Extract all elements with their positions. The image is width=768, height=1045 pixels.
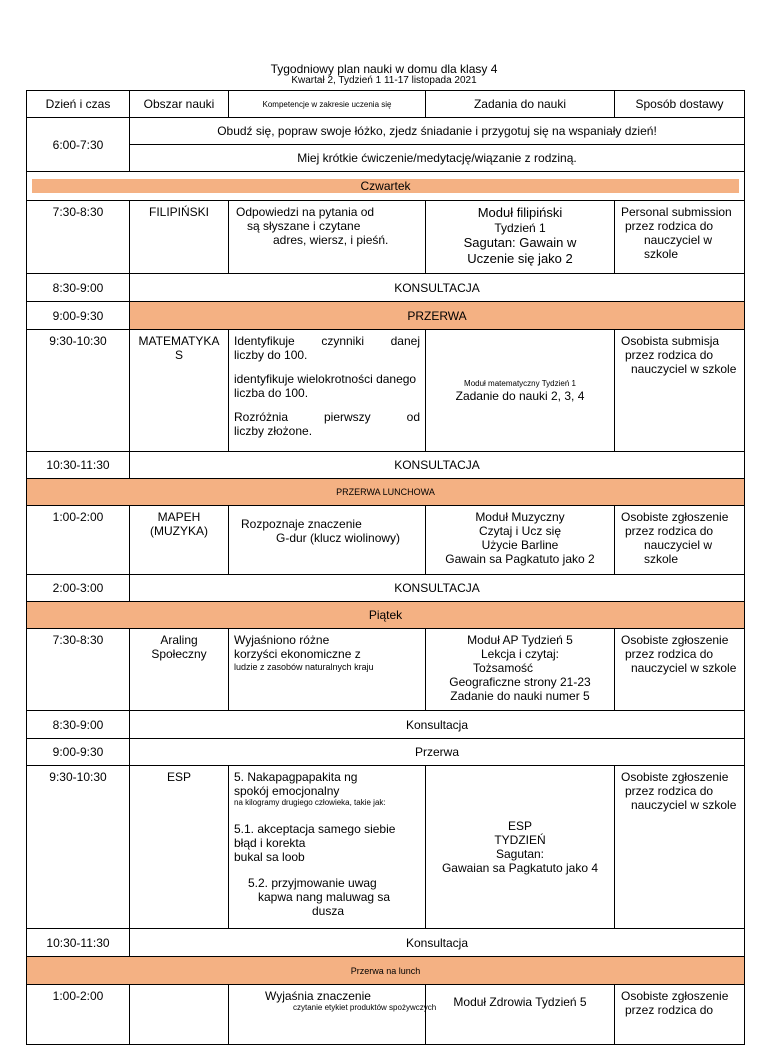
delivery-text: przez rodzica do [625,647,714,661]
competency-text: liczba do 100. [234,386,309,400]
header-tasks: Zadania do nauki [426,91,615,118]
task-text: Moduł filipiński [477,205,563,220]
delivery-text: Osobista submisja [621,334,720,348]
task-text: ESP [507,819,532,833]
time-cell: 8:30-9:00 [27,711,130,739]
morning-routine-2: Miej krótkie ćwiczenie/medytację/wiązanie z rodziną. [130,145,745,172]
delivery-text: nauczyciel w szkole [631,661,737,675]
table-row [27,985,745,1045]
competency-text: na kilogramy drugiego człowieka, takie jak: [234,798,386,807]
time-cell: 9:30-10:30 [27,330,130,452]
task-text: TYDZIEŃ [494,833,546,847]
delivery-text: przez rodzica do [625,1003,714,1017]
time-cell: 10:30-11:30 [27,929,130,957]
task-text: Moduł Muzyczny [475,510,565,524]
table-row [27,330,745,452]
task-cell [426,629,615,711]
task-text: Użycie Barline [481,538,559,552]
competency-text: bukal sa loob [234,850,305,864]
area-text: MAPEH [157,510,201,524]
table-row [27,274,745,302]
competency-text: błąd i korekta [234,836,306,850]
task-cell [426,201,615,274]
delivery-cell [615,629,745,711]
table-row [27,711,745,739]
day-label: Czwartek [32,179,739,193]
competency-text: Wyjaśniono różne [234,633,330,647]
table-row [27,575,745,602]
competency-cell [229,506,426,575]
competency-cell [229,985,437,1045]
break-cell: Przerwa [130,739,745,766]
competency-text: są słyszane i czytane [247,219,361,233]
day-header-friday: Piątek [27,602,745,629]
delivery-text: Osobiste zgłoszenie [621,770,729,784]
competency-text: dusza [312,904,345,918]
task-cell [426,985,615,1045]
competency-cell [229,629,426,711]
competency-text: liczby do 100. [234,348,308,362]
lunch-break-cell [27,479,745,506]
task-text: Gawain sa Pagkatuto jako 2 [445,552,595,566]
competency-text: G-dur (klucz wiolinowy) [276,531,401,545]
task-text: Zadanie do nauki numer 5 [450,689,590,703]
header-row [27,91,745,118]
consultation-cell: KONSULTACJA [130,575,745,602]
consultation-cell: KONSULTACJA [130,452,745,479]
table-row [27,739,745,766]
competency-cell [229,766,426,929]
header-area: Obszar nauki [130,91,229,118]
area-cell [130,506,229,575]
task-text: Zadanie do nauki 2, 3, 4 [455,388,585,403]
delivery-text: przez rodzica do [625,348,714,362]
area-cell: FILIPIŃSKI [130,201,229,274]
lesson-plan-table [26,90,745,1045]
task-text: Moduł Zdrowia Tydzień 5 [453,995,587,1009]
time-cell: 6:00-7:30 [27,118,130,172]
table-row [27,957,745,985]
consultation-cell: Konsultacja [130,711,745,739]
table-row [27,452,745,479]
area-text: Społeczny [151,647,207,661]
lunch-label: PRZERWA LUNCHOWA [336,487,435,497]
delivery-cell [615,330,745,452]
time-cell: 1:00-2:00 [27,985,130,1045]
competency-text: spokój emocjonalny [234,784,340,798]
time-cell: 9:30-10:30 [27,766,130,929]
competency-text: Odpowiedzi na pytania od [236,205,375,219]
delivery-text: przez rodzica do [625,219,714,233]
time-cell: 7:30-8:30 [27,629,130,711]
delivery-text: przez rodzica do [625,524,714,538]
table-row [27,766,745,929]
task-text: Tydzień 1 [494,221,546,235]
task-cell [426,766,615,929]
competency-text: kapwa nang maluwag sa [258,890,391,904]
task-text: Tożsamość [472,661,534,675]
delivery-text: Osobiste zgłoszenie [621,989,729,1003]
delivery-text: przez rodzica do [625,784,714,798]
task-cell [426,506,615,575]
competency-text: 5.1. akceptacja samego siebie [234,822,396,836]
competency-cell [229,201,426,274]
competency-text: 5.2. przyjmowanie uwag [248,876,377,890]
task-text: Geograficzne strony 21-23 [449,675,591,689]
area-cell [130,985,229,1045]
header-competencies: Kompetencje w zakresie uczenia się [229,91,426,118]
time-cell: 8:30-9:00 [27,274,130,302]
task-text: Moduł matematyczny Tydzień 1 [464,378,576,388]
table-row [27,479,745,506]
table-row [27,201,745,274]
competency-text: Rozpoznaje znaczenie [241,517,362,531]
competency-text: korzyści ekonomiczne z [234,647,361,661]
delivery-cell [615,506,745,575]
consultation-cell: KONSULTACJA [130,274,745,302]
delivery-cell [615,766,745,929]
delivery-text: Osobiste zgłoszenie [621,510,729,524]
break-cell: PRZERWA [130,302,745,330]
competency-text: ludzie z zasobów naturalnych kraju [234,662,374,672]
lunch-break-cell [27,957,745,985]
page-title: Tygodniowy plan nauki w domu dla klasy 4 [270,62,498,76]
delivery-cell [615,201,745,274]
day-row [27,602,745,629]
task-text: Lekcja i czytaj: [480,647,560,661]
page-subtitle: Kwartał 2, Tydzień 1 11-17 listopada 2021 [291,75,477,86]
task-text: Gawaian sa Pagkatuto jako 4 [441,861,599,875]
task-text: Czytaj i Ucz się [478,524,561,538]
time-cell: 9:00-9:30 [27,302,130,330]
delivery-text: Osobiste zgłoszenie [621,633,729,647]
task-text: Uczenie się jako 2 [467,251,573,266]
competency-text: identyfikuje wielokrotności danego [234,372,417,386]
time-cell: 7:30-8:30 [27,201,130,274]
delivery-cell [615,985,745,1045]
task-text: Moduł AP Tydzień 5 [467,633,573,647]
table-row [27,145,745,172]
area-text: (MUZYKA) [150,524,208,538]
competency-text: Rozróżnia pierwszy od [234,410,420,424]
competency-cell [229,330,426,452]
competency-text: 5. Nakapagpapakita ng [234,770,358,784]
area-cell: ESP [130,766,229,929]
table-row [27,629,745,711]
table-row [27,118,745,145]
task-text: Sagutan: [495,847,545,861]
morning-routine-1: Obudź się, popraw swoje łóżko, zjedz śniadanie i przygotuj się na wspaniały dzień! [130,118,745,145]
delivery-text: nauczyciel w szkole [644,233,713,261]
delivery-text: nauczyciel w szkole [631,362,737,376]
competency-text: liczby złożone. [234,424,313,438]
time-cell: 10:30-11:30 [27,452,130,479]
competency-text: adres, wiersz, i pieśń. [273,233,389,247]
table-row [27,302,745,330]
task-cell [426,330,615,452]
header-delivery: Sposób dostawy [615,91,745,118]
consultation-cell: Konsultacja [130,929,745,957]
table-row [27,506,745,575]
delivery-text: nauczyciel w szkole [631,798,737,812]
table-row [27,929,745,957]
time-cell: 2:00-3:00 [27,575,130,602]
area-cell: MATEMATYKA S [130,330,229,452]
lunch-label: Przerwa na lunch [350,965,421,976]
time-cell: 1:00-2:00 [27,506,130,575]
competency-text: Wyjaśnia znaczenie [265,989,371,1003]
day-row [27,172,745,201]
competency-text: czytanie etykiet produktów spożywczych [293,1003,437,1012]
day-header-thursday [27,172,745,201]
task-text: Sagutan: Gawain w [463,235,577,250]
delivery-text: Personal submission [621,205,732,219]
time-cell: 9:00-9:30 [27,739,130,766]
competency-text: Identyfikuje czynniki danej [234,334,420,348]
area-cell [130,629,229,711]
area-text: Araling [160,633,198,647]
delivery-text: nauczyciel w szkole [644,538,713,566]
header-day-time: Dzień i czas [27,91,130,118]
